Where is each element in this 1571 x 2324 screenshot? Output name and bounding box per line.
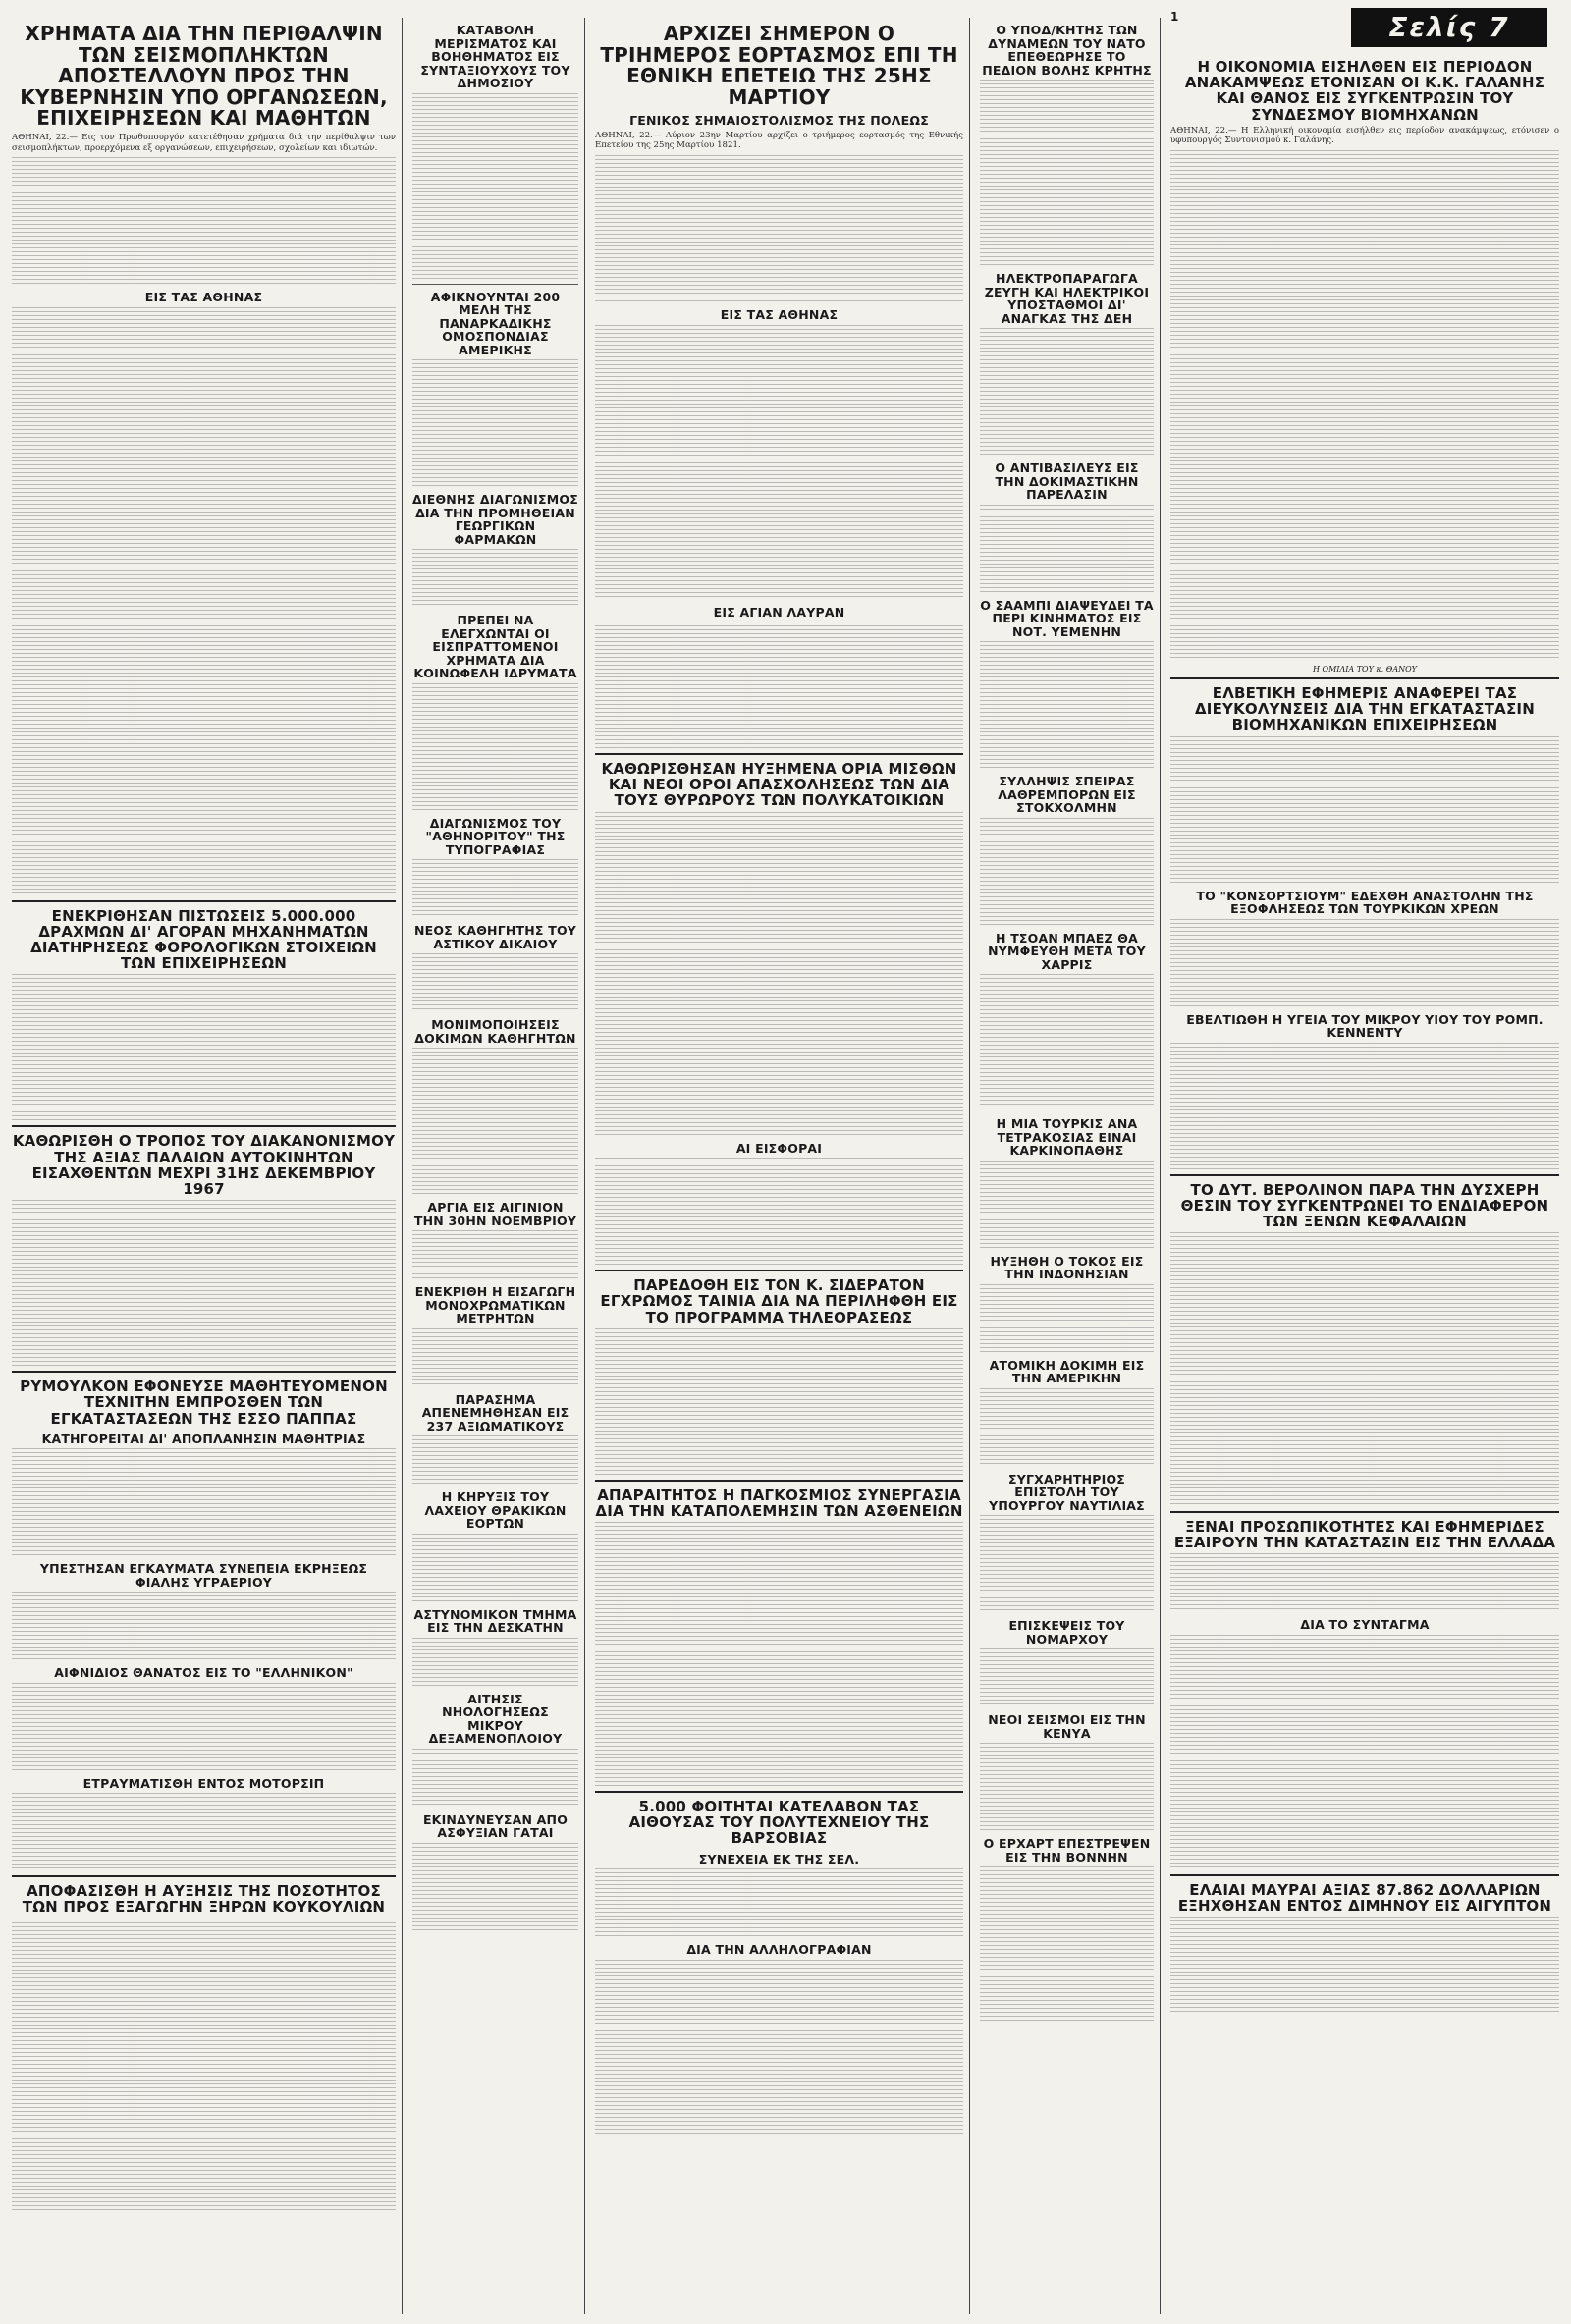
text-block xyxy=(1170,1232,1559,1507)
text-block xyxy=(1170,1635,1559,1870)
text-block xyxy=(980,1161,1154,1249)
text-block xyxy=(980,1648,1154,1707)
text-block xyxy=(595,155,963,302)
headline-kennedy-son: ΕΒΕΛΤΙΩΘΗ Η ΥΓΕΙΑ ΤΟΥ ΜΙΚΡΟΥ ΥΙΟΥ ΤΟΥ ΡΟΜΠ. ΚΕΝΝΕΝΤΥ xyxy=(1186,1011,1544,1040)
text-block xyxy=(12,1793,396,1871)
headline-color-film: ΠΑΡΕΔΟΘΗ ΕΙΣ ΤΟΝ Κ. ΣΙΔΕΡΑΤΟΝ ΕΓΧΡΩΜΟΣ ΤΑΙΝΙΑ ΔΙΑ ΝΑ ΠΕΡΙΛΗΦΘΗ ΕΙΣ ΤΟ ΠΡΟΓΡΑΜΜΑ ΤΗΛΕΟΡΑΣΕΩΣ xyxy=(600,1276,958,1326)
headline-tender-pesticides: ΔΙΕΘΝΗΣ ΔΙΑΓΩΝΙΣΜΟΣ ΔΙΑ ΤΗΝ ΠΡΟΜΗΘΕΙΑΝ ΓΕΩΡΓΙΚΩΝ ΦΑΡΜΑΚΩΝ xyxy=(412,492,578,547)
subheading: ΑΙΦΝΙΔΙΟΣ ΘΑΝΑΤΟΣ ΕΙΣ ΤΟ "ΕΛΛΗΝΙΚΟΝ" xyxy=(54,1665,353,1681)
headline-dei-generators: ΗΛΕΚΤΡΟΠΑΡΑΓΩΓΑ ΖΕΥΓΗ ΚΑΙ ΗΛΕΚΤΡΙΚΟΙ ΥΠΟΣΤΑΘΜΟΙ ΔΙ' ΑΝΑΓΚΑΣ ΤΗΣ ΔΕΗ xyxy=(984,271,1150,326)
subheading: ΔΙΑ ΤΟ ΣΥΝΤΑΓΜΑ xyxy=(1300,1617,1430,1633)
text-block xyxy=(980,974,1154,1111)
headline-march-25: ΑΡΧΙΖΕΙ ΣΗΜΕΡΟΝ Ο ΤΡΙΗΜΕΡΟΣ ΕΟΡΤΑΣΜΟΣ ΕΠΙ ΤΗ ΕΘΝΙΚΗ ΕΠΕΤΕΙΩ ΤΗΣ 25ΗΣ ΜΑΡΤΙΟΥ xyxy=(600,22,958,109)
text-block xyxy=(980,1284,1154,1353)
headline-joan-baez: Η ΤΣΟΑΝ ΜΠΑΕΖ ΘΑ ΝΥΜΦΕΥΘΗ ΜΕΤΑ ΤΟΥ ΧΑΡΡΙΣ xyxy=(988,930,1146,972)
text-block xyxy=(1170,1043,1559,1170)
text-block xyxy=(412,683,578,811)
text-block xyxy=(595,325,963,600)
text-block xyxy=(1170,1553,1559,1612)
headline-doormen-wages: ΚΑΘΩΡΙΣΘΗΣΑΝ ΗΥΞΗΜΕΝΑ ΟΡΙΑ ΜΙΣΘΩΝ ΚΑΙ ΝΕΟΙ ΟΡΟΙ ΑΠΑΣΧΟΛΗΣΕΩΣ ΤΩΝ ΔΙΑ ΤΟΥΣ ΘΥΡΩΡΟΥΣ ΤΩΝ ΠΟΛΥΚΑΤΟΙΚΙΩΝ xyxy=(601,760,957,810)
text-block xyxy=(595,1158,963,1266)
section-caption: Η ΟΜΙΛΙΑ ΤΟΥ κ. ΘΑΝΟΥ xyxy=(1313,664,1417,674)
headline-charity-control: ΠΡΕΠΕΙ ΝΑ ΕΛΕΓΧΩΝΤΑΙ ΟΙ ΕΙΣΠΡΑΤΤΟΜΕΝΟΙ ΧΡΗΜΑΤΑ ΔΙΑ ΚΟΙΝΩΦΕΛΗ ΙΔΡΥΜΑΤΑ xyxy=(413,613,577,680)
text-block xyxy=(412,1843,578,1931)
text-block xyxy=(1170,919,1559,1007)
text-block xyxy=(412,1230,578,1279)
article-text: ΑΘΗΝΑΙ, 22.— Εις τον Πρωθυπουργόν κατετέθησαν χρήματα διά την περίθαλψιν των σεισμοπλήκτων, προερχόμενα εξ οργανώσεων, επιχειρήσεων, σχολείων και ιδιωτών. xyxy=(12,132,396,153)
headline-olives-egypt: ΕΛΑΙΑΙ ΜΑΥΡΑΙ ΑΞΙΑΣ 87.862 ΔΟΛΛΑΡΙΩΝ ΕΞΗΧΘΗΣΑΝ ΕΝΤΟΣ ΔΙΜΗΝΟΥ ΕΙΣ ΑΙΓΥΠΤΟΝ xyxy=(1177,1880,1552,1916)
headline-police-deskati: ΑΣΤΥΝΟΜΙΚΟΝ ΤΜΗΜΑ ΕΙΣ ΤΗΝ ΔΕΣΚΑΤΗΝ xyxy=(413,1606,577,1635)
subheading: ΕΙΣ ΤΑΣ ΑΘΗΝΑΣ xyxy=(720,307,839,323)
text-block xyxy=(12,307,396,896)
text-block xyxy=(412,859,578,918)
column-1 xyxy=(6,18,403,2314)
text-block xyxy=(412,1749,578,1808)
subheading: ΚΑΤΗΓΟΡΕΙΤΑΙ ΔΙ' ΑΠΟΠΛΑΝΗΣΙΝ ΜΑΘΗΤΡΙΑΣ xyxy=(41,1431,366,1446)
headline-foreign-press: ΞΕΝΑΙ ΠΡΟΣΩΠΙΚΟΤΗΤΕΣ ΚΑΙ ΕΦΗΜΕΡΙΔΕΣ ΕΞΑΙΡΟΥΝ ΤΗΝ ΚΑΤΑΣΤΑΣΙΝ ΕΙΣ ΤΗΝ ΕΛΛΑΔΑ xyxy=(1173,1518,1556,1552)
column-5 xyxy=(1165,53,1565,2314)
text-block xyxy=(412,1328,578,1387)
text-block xyxy=(412,93,578,280)
text-block xyxy=(412,1048,578,1195)
text-block xyxy=(980,1743,1154,1831)
subheading: ΣΥΝΕΧΕΙΑ ΕΚ ΤΗΣ ΣΕΛ. xyxy=(698,1851,860,1866)
text-block xyxy=(1170,150,1559,661)
subheading: ΕΙΣ ΑΓΙΑΝ ΛΑΥΡΑΝ xyxy=(713,604,845,620)
headline-erhard-bonn: Ο ΕΡΧΑΡΤ ΕΠΕΣΤΡΕΨΕΝ ΕΙΣ ΤΗΝ ΒΟΝΝΗΝ xyxy=(983,1836,1151,1865)
headline-arcadian-federation: ΑΦΙΚΝΟΥΝΤΑΙ 200 ΜΕΛΗ ΤΗΣ ΠΑΝΑΡΚΑΔΙΚΗΣ ΟΜΟΣΠΟΝΔΙΑΣ ΑΜΕΡΙΚΗΣ xyxy=(430,289,561,357)
column-4 xyxy=(974,18,1161,2314)
headline-turkey-cancer: Η ΜΙΑ ΤΟΥΡΚΙΣ ΑΝΑ ΤΕΤΡΑΚΟΣΙΑΣ ΕΙΝΑΙ ΚΑΡΚΙΝΟΠΑΘΗΣ xyxy=(996,1116,1138,1158)
text-block xyxy=(412,1638,578,1687)
headline-cocoons: ΑΠΟΦΑΣΙΣΘΗ Η ΑΥΞΗΣΙΣ ΤΗΣ ΠΟΣΟΤΗΤΟΣ ΤΩΝ ΠΡΟΣ ΕΞΑΓΩΓΗΝ ΞΗΡΩΝ ΚΟΥΚΟΥΛΙΩΝ xyxy=(22,1882,386,1917)
article-text: ΑΘΗΝΑΙ, 22.— Αύριον 23ην Μαρτίου αρχίζει ο τριήμερος εορτασμός της Εθνικής Επετείου της 25ης Μαρτίου 1821. xyxy=(595,130,963,151)
text-block xyxy=(980,641,1154,769)
subheading: ΕΤΡΑΥΜΑΤΙΣΘΗ ΕΝΤΟΣ ΜΟΤΟΡΣΙΠ xyxy=(82,1775,325,1791)
headline-shipping-minister: ΣΥΓΧΑΡΗΤΗΡΙΟΣ ΕΠΙΣΤΟΛΗ ΤΟΥ ΥΠΟΥΡΓΟΥ ΝΑΥΤΙΛΙΑΣ xyxy=(989,1471,1145,1513)
text-block xyxy=(12,1200,396,1367)
headline-prefect-visits: ΕΠΙΣΚΕΨΕΙΣ ΤΟΥ ΝΟΜΑΡΧΟΥ xyxy=(1008,1618,1125,1647)
text-block xyxy=(412,1435,578,1485)
headline-old-cars: ΚΑΘΩΡΙΣΘΗ Ο ΤΡΟΠΟΣ ΤΟΥ ΔΙΑΚΑΝΟΝΙΣΜΟΥ ΤΗΣ ΑΞΙΑΣ ΠΑΛΑΙΩΝ ΑΥΤΟΚΙΝΗΤΩΝ ΕΙΣΑΧΘΕΝΤΩΝ ΜΕΧΡΙ 31ΗΣ ΔΕΚΕΜΒΡΙΟΥ 1967 xyxy=(12,1132,396,1198)
headline-medals: ΠΑΡΑΣΗΜΑ ΑΠΕΝΕΜΗΘΗΣΑΝ ΕΙΣ 237 ΑΞΙΩΜΑΤΙΚΟΥΣ xyxy=(421,1391,569,1433)
subheading: ΕΙΣ ΤΑΣ ΑΘΗΝΑΣ xyxy=(144,290,263,305)
text-block xyxy=(12,1683,396,1771)
headline-teacher-tenure: ΜΟΝΙΜΟΠΟΙΗΣΕΙΣ ΔΟΚΙΜΩΝ ΚΑΘΗΓΗΤΩΝ xyxy=(414,1017,576,1046)
text-block xyxy=(595,1522,963,1787)
text-block xyxy=(980,818,1154,926)
text-block xyxy=(595,1960,963,2136)
headline-west-berlin: ΤΟ ΔΥΤ. ΒΕΡΟΛΙΝΟΝ ΠΑΡΑ ΤΗΝ ΔΥΣΧΕΡΗ ΘΕΣΙΝ ΤΟΥ ΣΥΓΚΕΝΤΡΩΝΕΙ ΤΟ ΕΝΔΙΑΦΕΡΟΝ ΤΩΝ ΞΕΝΩΝ ΚΕΦΑΛΑΙΩΝ xyxy=(1180,1180,1549,1230)
text-block xyxy=(412,549,578,608)
text-block xyxy=(1170,736,1559,884)
text-block xyxy=(980,80,1154,266)
headline-typography-contest: ΔΙΑΓΩΝΙΣΜΟΣ ΤΟΥ "ΑΘΗΝΟΡΙΤΟΥ" ΤΗΣ ΤΥΠΟΓΡΑΦΙΑΣ xyxy=(425,815,566,857)
headline-pensions: ΚΑΤΑΒΟΛΗ ΜΕΡΙΣΜΑΤΟΣ ΚΑΙ ΒΟΗΘΗΜΑΤΟΣ ΕΙΣ ΣΥΝΤΑΞΙΟΥΧΟΥΣ ΤΟΥ ΔΗΜΟΣΙΟΥ xyxy=(420,23,570,90)
text-block xyxy=(980,1388,1154,1467)
text-block xyxy=(12,157,396,285)
text-block xyxy=(12,1592,396,1660)
headline-quake-relief: ΧΡΗΜΑΤΑ ΔΙΑ ΤΗΝ ΠΕΡΙΘΑΛΨΙΝ ΤΩΝ ΣΕΙΣΜΟΠΛΗΚΤΩΝ ΑΠΟΣΤΕΛΛΟΥΝ ΠΡΟΣ ΤΗΝ ΚΥΒΕΡΝΗΣΙΝ ΥΠΟ ΟΡΓΑΝΩΣΕΩΝ, ΕΠΙΧΕΙΡΗΣΕΩΝ ΚΑΙ ΜΑΘΗΤΩΝ xyxy=(20,22,388,131)
text-block xyxy=(595,1328,963,1476)
headline-swiss-paper: ΕΛΒΕΤΙΚΗ ΕΦΗΜΕΡΙΣ ΑΝΑΦΕΡΕΙ ΤΑΣ ΔΙΕΥΚΟΛΥΝΣΕΙΣ ΔΙΑ ΤΗΝ ΕΓΚΑΤΑΣΤΑΣΙΝ ΒΙΟΜΗΧΑΝΙΚΩΝ ΕΠΙΧΕΙΡΗΣΕΩΝ xyxy=(1195,683,1535,734)
headline-credits: ΕΝΕΚΡΙΘΗΣΑΝ ΠΙΣΤΩΣΕΙΣ 5.000.000 ΔΡΑΧΜΩΝ ΔΙ' ΑΓΟΡΑΝ ΜΗΧΑΝΗΜΑΤΩΝ ΔΙΑΤΗΡΗΣΕΩΣ ΦΟΡΟΛΟΓΙΚΩΝ ΣΤΟΙΧΕΙΩΝ ΤΩΝ ΕΠΙΧΕΙΡΗΣΕΩΝ xyxy=(30,906,377,973)
page-logo: Σελίς 7 xyxy=(1351,8,1547,47)
headline-warsaw-students: 5.000 ΦΟΙΤΗΤΑΙ ΚΑΤΕΛΑΒΟΝ ΤΑΣ ΑΙΘΟΥΣΑΣ ΤΟΥ ΠΟΛΥΤΕΧΝΕΙΟΥ ΤΗΣ ΒΑΡΣΟΒΙΑΣ xyxy=(628,1798,930,1848)
headline-lottery: Η ΚΗΡΥΞΙΣ ΤΟΥ ΛΑΧΕΙΟΥ ΘΡΑΚΙΚΩΝ ΕΟΡΤΩΝ xyxy=(424,1489,567,1531)
text-block xyxy=(12,1919,396,2213)
subheading: ΑΙ ΕΙΣΦΟΡΑΙ xyxy=(735,1140,823,1156)
headline-new-professor: ΝΕΟΣ ΚΑΘΗΓΗΤΗΣ ΤΟΥ ΑΣΤΙΚΟΥ ΔΙΚΑΙΟΥ xyxy=(413,923,577,951)
subheading: ΓΕΝΙΚΟΣ ΣΗΜΑΙΟΣΤΟΛΙΣΜΟΣ ΤΗΣ ΠΟΛΕΩΣ xyxy=(629,113,929,129)
page-number: 1 xyxy=(1170,10,1179,24)
subheading: ΥΠΕΣΤΗΣΑΝ ΕΓΚΑΥΜΑΤΑ ΣΥΝΕΠΕΙΑ ΕΚΡΗΞΕΩΣ ΦΙΑΛΗΣ ΥΓΡΑΕΡΙΟΥ xyxy=(39,1561,368,1590)
article-text: ΑΘΗΝΑΙ, 22.— Η Ελληνική οικονομία εισήλθεν εις περίοδον ανακάμψεως, ετόνισεν ο υφυπουργός Συντονισμού κ. Γαλάνης. xyxy=(1170,125,1559,146)
text-block xyxy=(595,1868,963,1937)
headline-cats: ΕΚΙΝΔΥΝΕΥΣΑΝ ΑΠΟ ΑΣΦΥΞΙΑΝ ΓΑΤΑΙ xyxy=(422,1811,569,1840)
text-block xyxy=(595,622,963,749)
text-block xyxy=(412,359,578,487)
headline-holiday-aiginio: ΑΡΓΙΑ ΕΙΣ ΑΙΓΙΝΙΟΝ ΤΗΝ 30ΗΝ ΝΟΕΜΒΡΙΟΥ xyxy=(413,1200,577,1228)
headline-meters-import: ΕΝΕΚΡΙΘΗ Η ΕΙΣΑΓΩΓΗ ΜΟΝΟΧΡΩΜΑΤΙΚΩΝ ΜΕΤΡΗΤΩΝ xyxy=(414,1284,576,1325)
subheading: ΔΙΑ ΤΗΝ ΑΛΛΗΛΟΓΡΑΦΙΑΝ xyxy=(686,1942,872,1958)
text-block xyxy=(1170,1917,1559,2015)
headline-regent-parade: Ο ΑΝΤΙΒΑΣΙΛΕΥΣ ΕΙΣ ΤΗΝ ΔΟΚΙΜΑΣΤΙΚΗΝ ΠΑΡΕΛΑΣΙΝ xyxy=(995,460,1139,502)
headline-consortium: ΤΟ "ΚΟΝΣΟΡΤΣΙΟΥΜ" ΕΔΕΧΘΗ ΑΝΑΣΤΟΛΗΝ ΤΗΣ ΕΞΟΦΛΗΣΕΩΣ ΤΩΝ ΤΟΥΡΚΙΚΩΝ ΧΡΕΩΝ xyxy=(1196,888,1534,916)
headline-economy-recovery: Η ΟΙΚΟΝΟΜΙΑ ΕΙΣΗΛΘΕΝ ΕΙΣ ΠΕΡΙΟΔΟΝ ΑΝΑΚΑΜΨΕΩΣ ΕΤΟΝΙΣΑΝ ΟΙ Κ.Κ. ΓΑΛΑΝΗΣ ΚΑΙ ΘΑΝΟΣ ΕΙΣ ΣΥΓΚΕΝΤΡΩΣΙΝ ΤΟΥ ΣΥΝΔΕΣΜΟΥ ΒΙΟΜΗΧΑΝΩΝ xyxy=(1184,58,1545,124)
text-block xyxy=(980,505,1154,593)
column-3 xyxy=(589,18,970,2314)
text-block xyxy=(412,1534,578,1602)
text-block xyxy=(980,1515,1154,1613)
text-block xyxy=(980,1866,1154,2024)
headline-yemen: Ο ΣΑΑΜΠΙ ΔΙΑΨΕΥΔΕΙ ΤΑ ΠΕΡΙ ΚΙΝΗΜΑΤΟΣ ΕΙΣ ΝΟΤ. ΥΕΜΕΝΗΝ xyxy=(980,597,1154,639)
headline-tanker: ΑΙΤΗΣΙΣ ΝΗΟΛΟΓΗΣΕΩΣ ΜΙΚΡΟΥ ΔΕΞΑΜΕΝΟΠΛΟΙΟΥ xyxy=(428,1691,563,1746)
column-2 xyxy=(406,18,585,2314)
text-block xyxy=(12,1448,396,1556)
text-block xyxy=(412,953,578,1012)
headline-atomic-test: ΑΤΟΜΙΚΗ ΔΟΚΙΜΗ ΕΙΣ ΤΗΝ ΑΜΕΡΙΚΗΝ xyxy=(989,1357,1145,1385)
headline-stockholm-smugglers: ΣΥΛΛΗΨΙΣ ΣΠΕΙΡΑΣ ΛΑΘΡΕΜΠΟΡΩΝ ΕΙΣ ΣΤΟΚΧΟΛΜΗΝ xyxy=(998,774,1136,815)
headline-nato-crete: Ο ΥΠΟΔ/ΚΗΤΗΣ ΤΩΝ ΔΥΝΑΜΕΩΝ ΤΟΥ ΝΑΤΟ ΕΠΕΘΕΩΡΗΣΕ ΤΟ ΠΕΔΙΟΝ ΒΟΛΗΣ ΚΡΗΤΗΣ xyxy=(982,23,1152,78)
text-block xyxy=(980,328,1154,456)
headline-tug-accident: ΡΥΜΟΥΛΚΟΝ ΕΦΟΝΕΥΣΕ ΜΑΘΗΤΕΥΟΜΕΝΟΝ ΤΕΧΝΙΤΗΝ ΕΜΠΡΟΣΘΕΝ ΤΩΝ ΕΓΚΑΤΑΣΤΑΣΕΩΝ ΤΗΣ ΕΣΣΟ ΠΑΠΠΑΣ xyxy=(20,1378,388,1428)
headline-indonesia-interest: ΗΥΞΗΘΗ Ο ΤΟΚΟΣ ΕΙΣ ΤΗΝ ΙΝΔΟΝΗΣΙΑΝ xyxy=(990,1253,1144,1281)
headline-kenya-quakes: ΝΕΟΙ ΣΕΙΣΜΟΙ ΕΙΣ ΤΗΝ ΚΕΝΥΑ xyxy=(988,1712,1146,1741)
text-block xyxy=(595,812,963,1136)
text-block xyxy=(12,974,396,1121)
headline-disease-cooperation: ΑΠΑΡΑΙΤΗΤΟΣ Η ΠΑΓΚΟΣΜΙΟΣ ΣΥΝΕΡΓΑΣΙΑ ΔΙΑ ΤΗΝ ΚΑΤΑΠΟΛΕΜΗΣΙΝ ΤΩΝ ΑΣΘΕΝΕΙΩΝ xyxy=(595,1486,963,1520)
